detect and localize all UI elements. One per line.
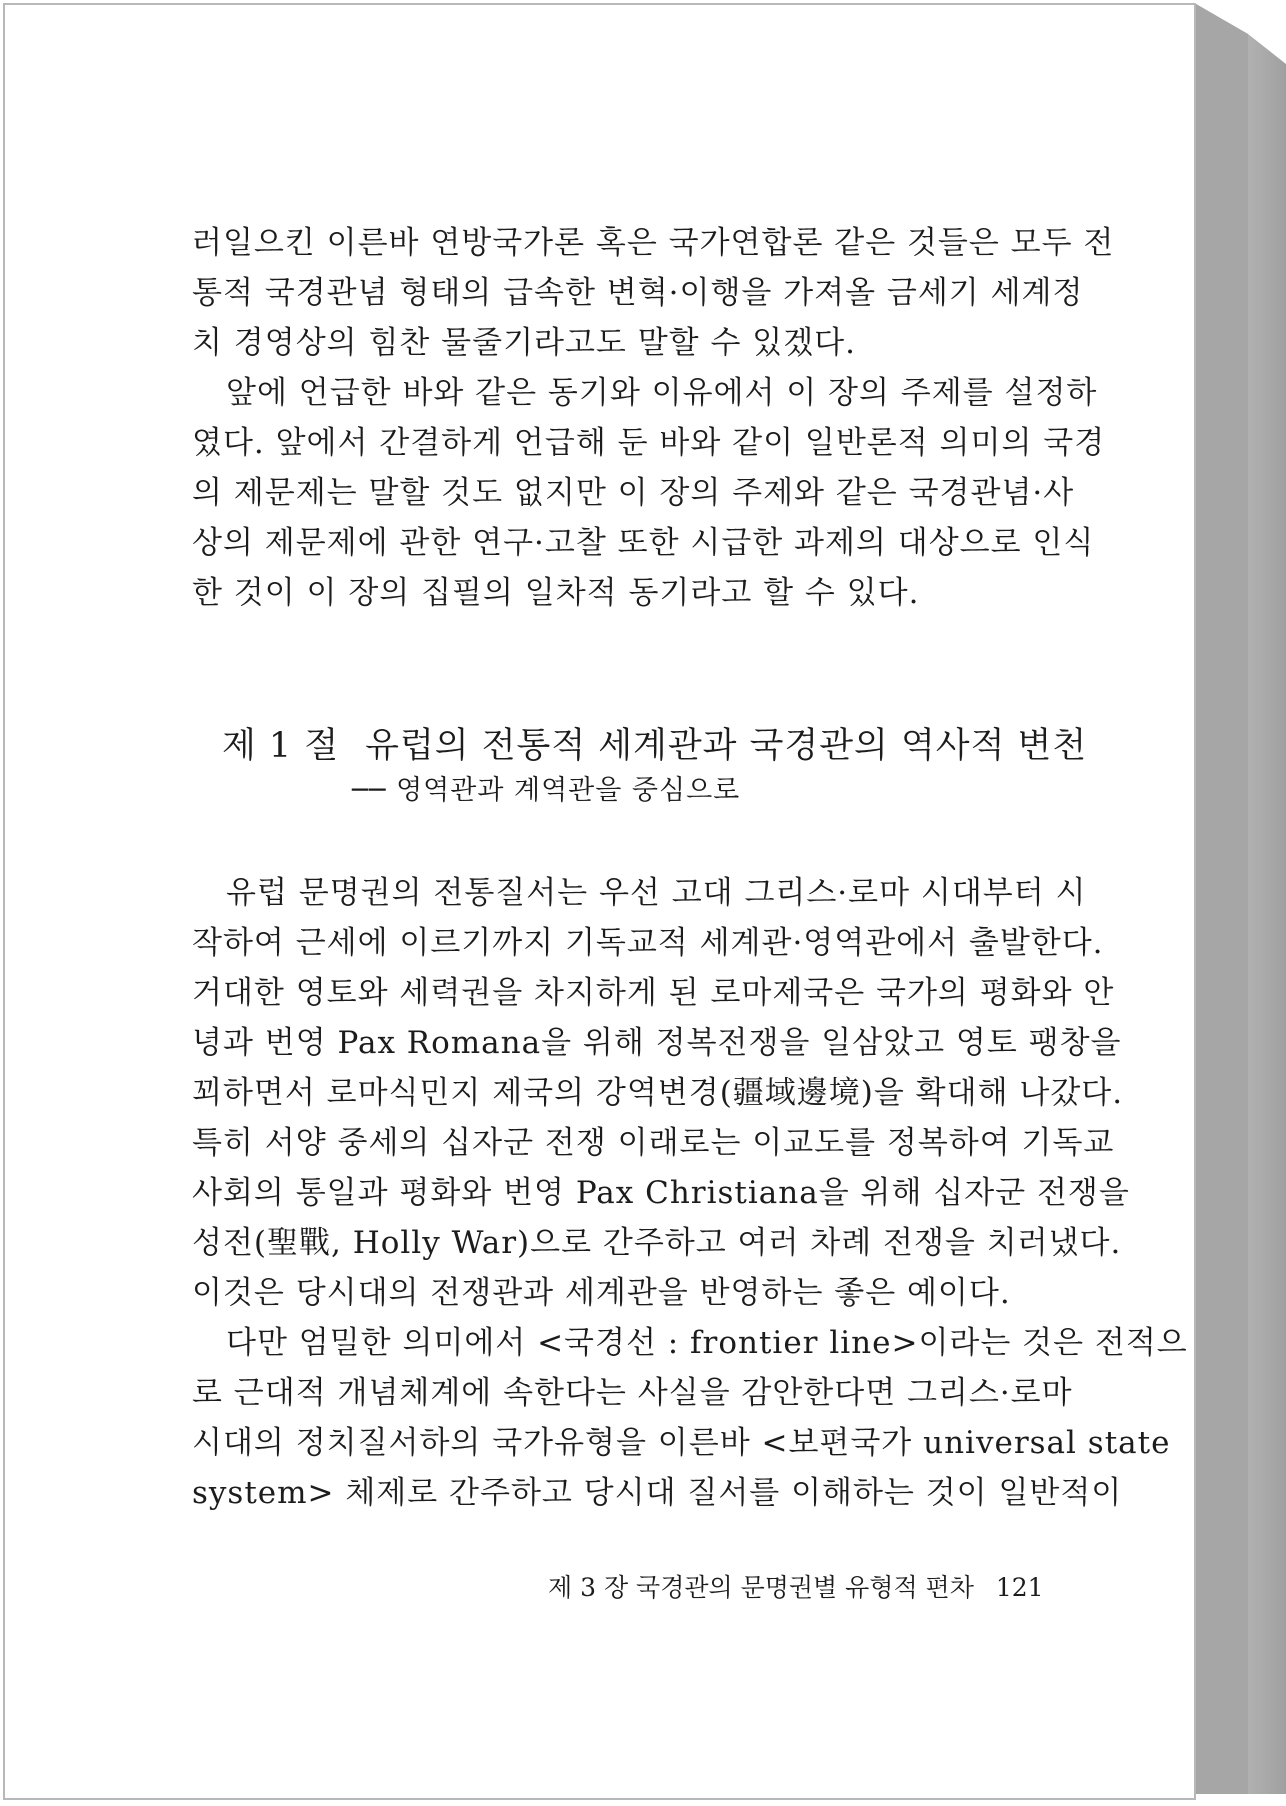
chapter-title: 제 3 장 국경관의 문명권별 유형적 편차 [548,1573,974,1602]
intro-paragraphs [192,218,1115,618]
text-line: 이것은 당시대의 전쟁관과 세계관을 반영하는 좋은 예이다. [192,1275,1011,1311]
section-heading [222,722,1087,770]
text-line: system> 체제로 간주하고 당시대 질서를 이해하는 것이 일반적이 [192,1475,1123,1511]
text-line: 로 근대적 개념체계에 속한다는 사실을 감안한다면 그리스·로마 [192,1375,1073,1411]
text-line: 다만 엄밀한 의미에서 <국경선 : frontier line>이라는 것은 전적으 [226,1325,1188,1361]
text-line: 의 제문제는 말할 것도 없지만 이 장의 주제와 같은 국경관념·사 [192,475,1075,511]
text-line: 거대한 영토와 세력권을 차지하게 된 로마제국은 국가의 평화와 안 [192,975,1115,1011]
text-line: 한 것이 이 장의 집필의 일차적 동기라고 할 수 있다. [192,575,920,611]
text-line: 작하여 근세에 이르기까지 기독교적 세계관·영역관에서 출발한다. [192,925,1104,961]
text-line: 상의 제문제에 관한 연구·고찰 또한 시급한 과제의 대상으로 인식 [192,525,1095,561]
text-line: 앞에 언급한 바와 같은 동기와 이유에서 이 장의 주제를 설정하 [226,375,1098,411]
text-line: 였다. 앞에서 간결하게 언급해 둔 바와 같이 일반론적 의미의 국경 [192,425,1106,461]
text-line: 녕과 번영 Pax Romana을 위해 정복전쟁을 일삼았고 영토 팽창을 [192,1025,1122,1061]
text-line: 시대의 정치질서하의 국가유형을 이른바 <보편국가 universal state [192,1425,1171,1461]
text-line: 꾀하면서 로마식민지 제국의 강역변경(疆域邊境)을 확대해 나갔다. [192,1075,1124,1111]
running-footer [548,1568,1044,1608]
text-line: 러일으킨 이른바 연방국가론 혹은 국가연합론 같은 것들은 모두 전 [192,225,1115,261]
body-paragraphs [192,868,1188,1518]
page-number: 121 [995,1573,1044,1602]
section-title: 유럽의 전통적 세계관과 국경관의 역사적 변천 [365,726,1088,766]
text-line: 치 경영상의 힘찬 물줄기라고도 말할 수 있겠다. [192,325,856,361]
text-line: 특히 서양 중세의 십자군 전쟁 이래로는 이교도를 정복하여 기독교 [192,1125,1115,1161]
text-line: 통적 국경관념 형태의 급속한 변혁·이행을 가져올 금세기 세계정 [192,275,1084,311]
text-line: 성전(聖戰, Holly War)으로 간주하고 여러 차례 전쟁을 치러냈다. [192,1225,1122,1261]
text-line: 사회의 통일과 평화와 번영 Pax Christiana을 위해 십자군 전쟁을 [192,1175,1130,1211]
text-line: 유럽 문명권의 전통질서는 우선 고대 그리스·로마 시대부터 시 [226,875,1087,911]
section-number: 제 1 절 [222,726,340,766]
book-edge-shading [1196,4,1286,1794]
section-subtitle: ── 영역관과 계역관을 중심으로 [352,775,741,806]
